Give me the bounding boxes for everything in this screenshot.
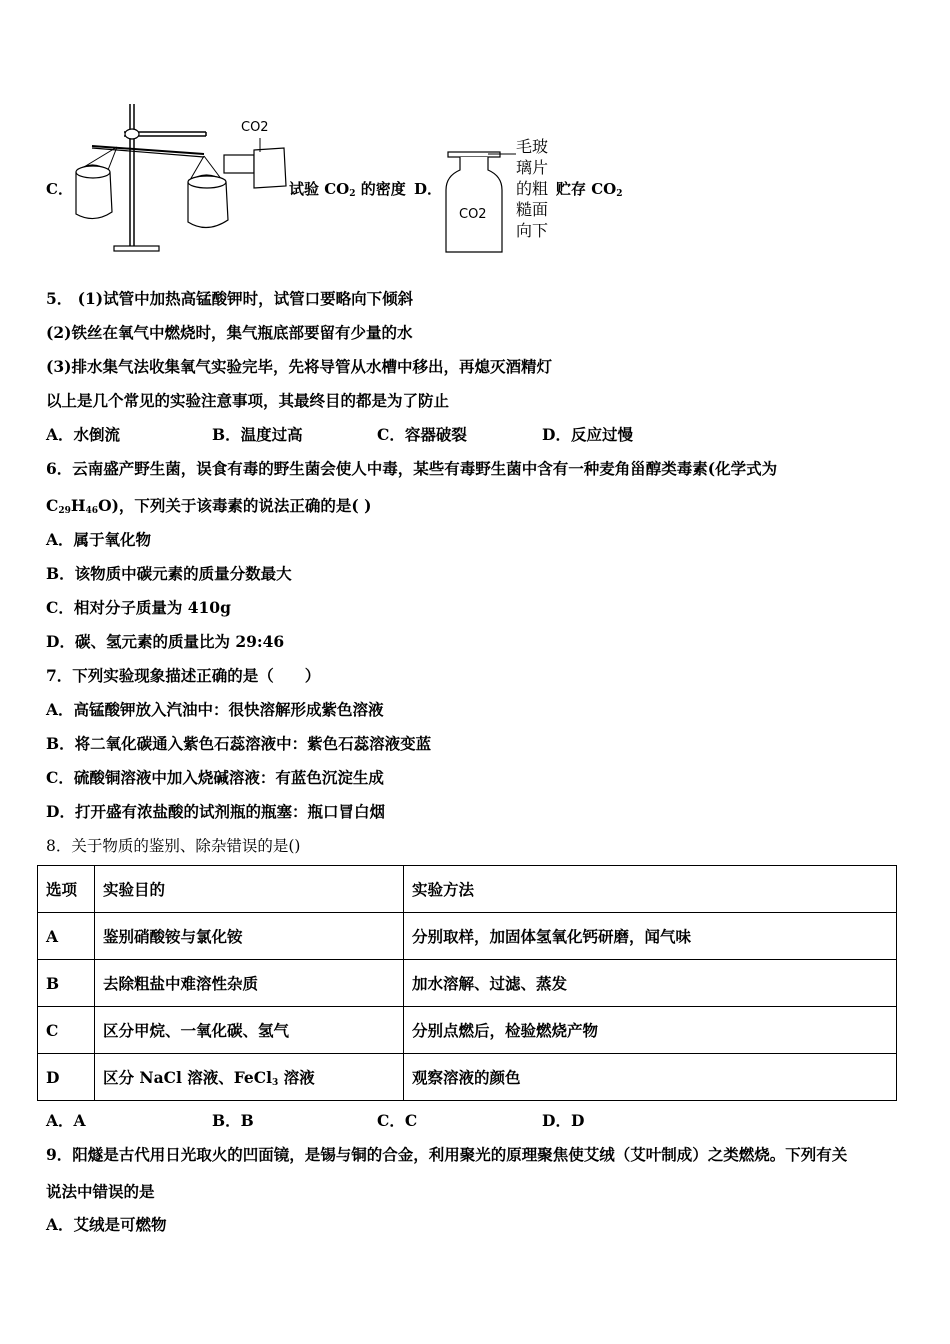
q4-option-c-text: 试验 $CO_2$ 的密度: [289, 180, 406, 199]
q5-line-2: (2)铁丝在氧气中燃烧时，集气瓶底部要留有少量的水: [46, 323, 413, 342]
gas-bottle-figure: [440, 148, 520, 262]
q6-line-1: 6．云南盛产野生菌，误食有毒的野生菌会使人中毒，某些有毒野生菌中含有一种麦角甾醇类毒素(化学式为: [46, 459, 778, 478]
header-purpose: 实验目的: [95, 866, 404, 913]
bottle-note: 毛玻璃片的粗糙面向下: [516, 137, 549, 240]
q8-table: [37, 865, 897, 1101]
q7-option-b: B．将二氧化碳通入紫色石蕊溶液中：紫色石蕊溶液变蓝: [46, 734, 432, 753]
table-row: [38, 960, 897, 1007]
q6-option-a: A．属于氧化物: [46, 530, 152, 549]
q7-option-a: A．高锰酸钾放入汽油中：很快溶解形成紫色溶液: [46, 700, 384, 719]
header-method: 实验方法: [404, 866, 897, 913]
cell-option: C: [38, 1007, 95, 1054]
q7-line-1: 7．下列实验现象描述正确的是（ ）: [46, 666, 321, 685]
q8-line-1: 8．关于物质的鉴别、除杂错误的是(): [46, 837, 301, 855]
table-row: [38, 1054, 897, 1101]
header-option: 选项: [38, 866, 95, 913]
bottle-co2-label: CO2: [459, 207, 487, 222]
cell-method: 观察溶液的颜色: [404, 1054, 897, 1101]
table-header-row: [38, 866, 897, 913]
cell-purpose: 区分 NaCl 溶液、FeCl$_3$ 溶液: [95, 1054, 404, 1101]
q6-option-b: B．该物质中碳元素的质量分数最大: [46, 564, 292, 583]
q9-line-1: 9．阳燧是古代用日光取火的凹面镜，是锡与铜的合金，利用聚光的原理聚焦使艾绒（艾叶制成）之类燃烧。下列有关: [46, 1145, 848, 1164]
q5-option-c: C．容器破裂: [377, 425, 467, 444]
q5-line-3: (3)排水集气法收集氧气实验完毕，先将导管从水槽中移出，再熄灭酒精灯: [46, 357, 552, 376]
q4-option-d-text: 贮存 $CO_2$: [556, 180, 623, 199]
q8-option-a: A．A: [46, 1111, 86, 1130]
q5-option-b: B．温度过高: [212, 425, 303, 444]
table-row: [38, 913, 897, 960]
q5-line-4: 以上是几个常见的实验注意事项，其最终目的都是为了防止: [46, 391, 450, 410]
cell-method: 分别点燃后，检验燃烧产物: [404, 1007, 897, 1054]
cell-option: A: [38, 913, 95, 960]
q9-option-a: A．艾绒是可燃物: [46, 1215, 167, 1234]
q6-option-d: D．碳、氢元素的质量比为 29:46: [46, 632, 285, 651]
cell-method: 加水溶解、过滤、蒸发: [404, 960, 897, 1007]
q5-line-1: 5． (1)试管中加热高锰酸钾时，试管口要略向下倾斜: [46, 289, 414, 308]
table-row: [38, 1007, 897, 1054]
cell-option: B: [38, 960, 95, 1007]
cell-purpose: 去除粗盐中难溶性杂质: [95, 960, 404, 1007]
q6-formula-line: $C_{29}H_{46}O$)，下列关于该毒素的说法正确的是( ): [46, 496, 372, 516]
cell-option: D: [38, 1054, 95, 1101]
q4-option-c-label: C．: [46, 180, 73, 198]
q6-option-c: C．相对分子质量为 410g: [46, 598, 231, 617]
q7-option-d: D．打开盛有浓盐酸的试剂瓶的瓶塞：瓶口冒白烟: [46, 802, 385, 821]
apparatus-co2-label: CO2: [241, 120, 269, 135]
cell-purpose: 鉴别硝酸铵与氯化铵: [95, 913, 404, 960]
q4-option-d-label: D．: [414, 180, 443, 198]
q5-option-d: D．反应过慢: [542, 425, 633, 444]
q9-line-2: 说法中错误的是: [46, 1182, 155, 1201]
q8-option-d: D．D: [542, 1111, 585, 1130]
q8-option-c: C．C: [377, 1111, 418, 1130]
cell-method: 分别取样，加固体氢氧化钙研磨，闻气味: [404, 913, 897, 960]
cell-purpose: 区分甲烷、一氧化碳、氢气: [95, 1007, 404, 1054]
q5-option-a: A．水倒流: [46, 425, 121, 444]
q8-option-b: B．B: [212, 1111, 254, 1130]
q7-option-c: C．硫酸铜溶液中加入烧碱溶液：有蓝色沉淀生成: [46, 768, 384, 787]
